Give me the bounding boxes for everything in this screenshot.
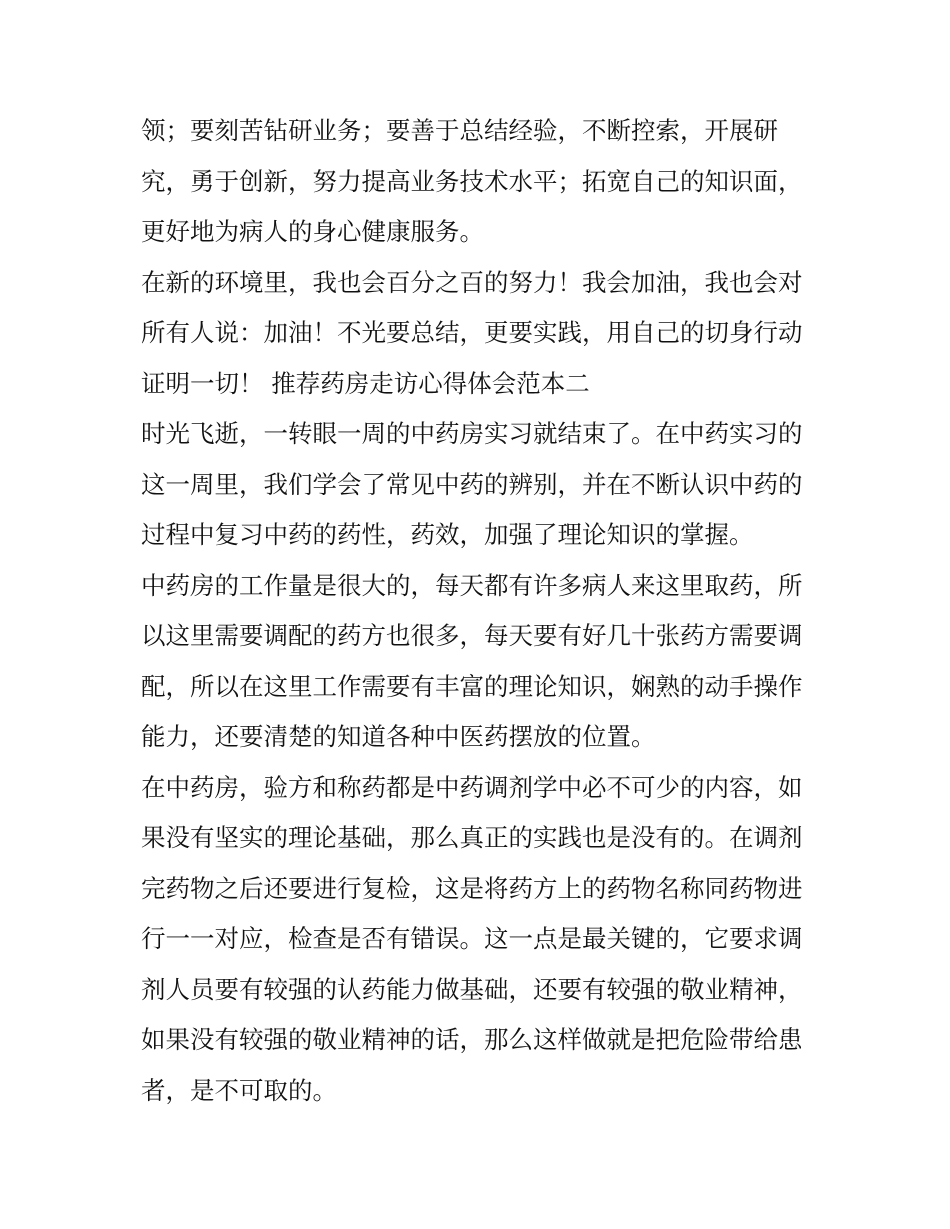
text-line: 所有人说：加油！不光要总结，更要实践，用自己的切身行动 [141,318,803,347]
text-line: 果没有坚实的理论基础，那么真正的实践也是没有的。在调剂 [141,823,803,852]
text-line: 在新的环境里，我也会百分之百的努力！我会加油，我也会对 [141,267,803,297]
text-line: 在中药房，验方和称药都是中药调剂学中必不可少的内容，如 [141,772,803,802]
text-line: 行一一对应，检查是否有错误。这一点是最关键的，它要求调 [141,924,803,953]
text-line: 中药房的工作量是很大的，每天都有许多病人来这里取药，所 [141,570,803,600]
text-line: 究，勇于创新，努力提高业务技术水平；拓宽自己的知识面， [141,166,803,196]
text-line: 完药物之后还要进行复检，这是将药方上的药物名称同药物进 [141,873,803,903]
text-line: 证明一切！ 推荐药房走访心得体会范本二 [141,368,590,398]
text-line: 者，是不可取的。 [141,1075,337,1105]
text-line: 配，所以在这里工作需要有丰富的理论知识，娴熟的动手操作 [141,671,803,701]
text-line: 领；要刻苦钻研业务；要善于总结经验，不断控索，开展研 [141,116,778,145]
text-line: 如果没有较强的敬业精神的话，那么这样做就是把危险带给患 [141,1025,803,1054]
text-line: 时光飞逝，一转眼一周的中药房实习就结束了。在中药实习的 [141,419,803,448]
text-line: 能力，还要清楚的知道各种中医药摆放的位置。 [141,722,656,751]
text-line: 以这里需要调配的药方也很多，每天要有好几十张药方需要调 [141,621,803,650]
text-line: 过程中复习中药的药性，药效，加强了理论知识的掌握。 [141,520,754,549]
text-line: 剂人员要有较强的认药能力做基础，还要有较强的敬业精神， [141,974,803,1004]
text-line: 这一周里，我们学会了常见中药的辨别，并在不断认识中药的 [141,469,803,499]
document-body [141,106,813,1116]
text-line: 更好地为病人的身心健康服务。 [141,217,484,246]
